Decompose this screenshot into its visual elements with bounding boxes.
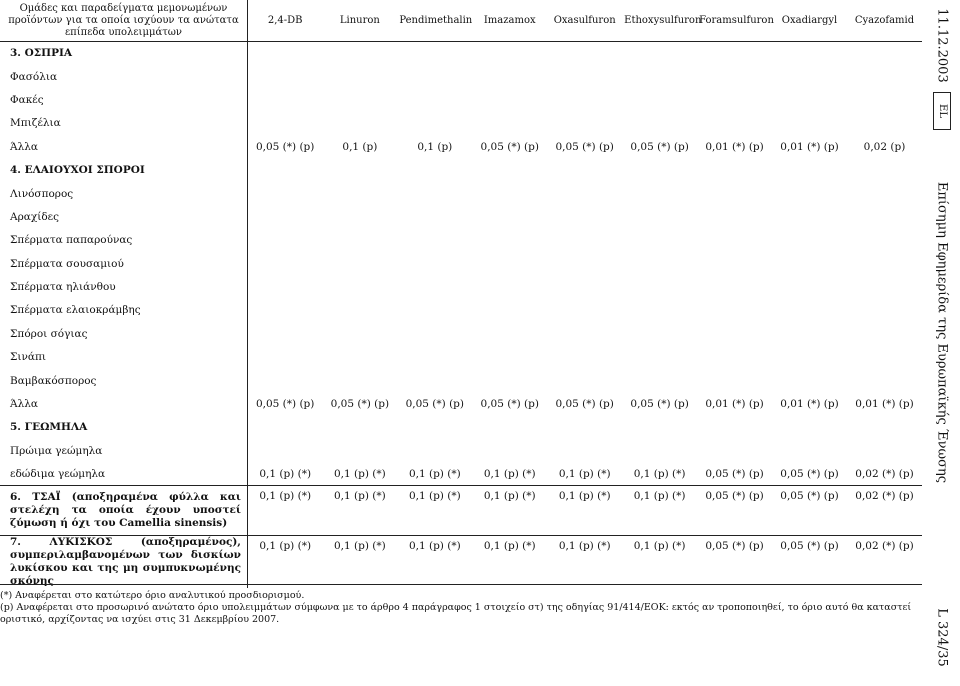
table-row <box>0 416 922 439</box>
mrl-value-cell <box>622 88 697 111</box>
mrl-value-cell <box>772 42 847 65</box>
mrl-value-cell: 0,05 (*) (p) <box>255 140 315 153</box>
mrl-value-cell: 0,02 (p) <box>863 140 906 153</box>
mrl-value-cell: 0,05 (*) (p) <box>630 398 689 411</box>
mrl-value-cell <box>247 229 322 252</box>
table-row <box>0 229 922 252</box>
table-row <box>0 42 922 65</box>
mrl-value-cell <box>322 322 397 345</box>
mrl-value-cell <box>247 112 322 135</box>
mrl-value-cell <box>247 65 322 88</box>
language-badge: EL <box>933 92 951 130</box>
mrl-value-cell <box>697 65 772 88</box>
mrl-value-cell <box>847 65 922 88</box>
mrl-value-cell <box>472 88 547 111</box>
mrl-value-cell <box>772 229 847 252</box>
mrl-value-cell: 0,05 (*) (p) <box>697 463 772 486</box>
mrl-value-cell <box>247 322 322 345</box>
mrl-value-cell <box>622 299 697 322</box>
row-label: 5. ΓΕΩΜΗΛΑ <box>0 416 247 439</box>
mrl-value-cell <box>772 65 847 88</box>
row-label: Άλλα <box>0 135 247 158</box>
mrl-value-cell <box>322 416 397 439</box>
mrl-value-cell <box>322 158 397 181</box>
mrl-value-cell: 0,02 (*) (p) <box>847 463 922 486</box>
mrl-value-cell <box>472 205 547 228</box>
mrl-value-cell: 0,02 (*) (p) <box>847 486 922 536</box>
mrl-value-cell <box>847 299 922 322</box>
mrl-value-cell <box>247 158 322 181</box>
mrl-value-cell: 0,1 (p) (*) <box>472 463 547 486</box>
mrl-value-cell: 0,1 (p) (*) <box>247 486 322 536</box>
mrl-value-cell <box>697 275 772 298</box>
mrl-value-cell <box>697 205 772 228</box>
row-label: Σπόροι σόγιας <box>0 322 247 345</box>
table-row <box>0 346 922 369</box>
mrl-value-cell: 0,1 (p) (*) <box>322 463 397 486</box>
row-label: Αραχίδες <box>0 205 247 228</box>
mrl-value-cell <box>547 299 622 322</box>
mrl-value-cell: 0,1 (p) (*) <box>247 463 322 486</box>
mrl-value-cell: 0,1 (p) (*) <box>397 463 472 486</box>
mrl-value-cell <box>772 182 847 205</box>
row-label: Σπέρματα ηλιάνθου <box>0 275 247 298</box>
mrl-value-cell <box>397 439 472 462</box>
mrl-value-cell: 0,1 (p) (*) <box>633 540 686 553</box>
footnote-lod: (*) Αναφέρεται στο κατώτερο όριο αναλυτικού προσδιορισμού. <box>0 590 305 601</box>
table-row <box>0 322 922 345</box>
mrl-value-cell <box>697 229 772 252</box>
mrl-value-cell <box>622 182 697 205</box>
mrl-value-cell <box>472 158 547 181</box>
mrl-value-cell <box>397 299 472 322</box>
mrl-value-cell <box>247 88 322 111</box>
mrl-value-cell <box>772 158 847 181</box>
mrl-value-cell <box>547 158 622 181</box>
table-row <box>0 463 922 486</box>
mrl-value-cell: 0,05 (*) (p) <box>705 540 764 553</box>
mrl-value-cell <box>697 252 772 275</box>
mrl-value-cell <box>697 42 772 65</box>
mrl-value-cell: 0,05 (*) (p) <box>555 398 614 411</box>
mrl-value-cell <box>397 205 472 228</box>
mrl-value-cell <box>772 439 847 462</box>
mrl-value-cell <box>547 65 622 88</box>
table-row <box>0 158 922 181</box>
mrl-value-cell: 0,05 (*) (p) <box>255 398 315 411</box>
mrl-value-cell <box>547 439 622 462</box>
mrl-value-cell <box>847 416 922 439</box>
mrl-value-cell <box>547 346 622 369</box>
mrl-value-cell: 0,1 (p) <box>342 140 378 153</box>
mrl-value-cell <box>322 299 397 322</box>
journal-title: Επίσημη Εφημερίδα της Ευρωπαϊκής Ένωσης <box>934 181 950 484</box>
mrl-value-cell <box>547 275 622 298</box>
mrl-value-cell <box>322 88 397 111</box>
mrl-value-cell <box>847 252 922 275</box>
mrl-value-cell <box>247 42 322 65</box>
mrl-value-cell <box>397 88 472 111</box>
mrl-value-cell <box>322 205 397 228</box>
mrl-value-cell <box>847 182 922 205</box>
mrl-value-cell: 0,1 (p) (*) <box>322 486 397 536</box>
table-row <box>0 112 922 135</box>
row-label: 3. ΟΣΠΡΙΑ <box>0 42 247 65</box>
mrl-value-cell <box>397 346 472 369</box>
mrl-value-cell <box>847 369 922 392</box>
mrl-value-cell <box>472 42 547 65</box>
mrl-value-cell <box>322 252 397 275</box>
mrl-value-cell: 0,05 (*) (p) <box>772 463 847 486</box>
mrl-value-cell <box>322 112 397 135</box>
mrl-value-cell: 0,05 (*) (p) <box>630 140 689 153</box>
mrl-value-cell: 0,05 (*) (p) <box>555 140 614 153</box>
mrl-value-cell: 0,01 (*) (p) <box>705 398 764 411</box>
column-header: Oxadiargyl <box>772 0 847 42</box>
mrl-value-cell <box>772 252 847 275</box>
mrl-value-cell <box>322 182 397 205</box>
mrl-value-cell <box>772 205 847 228</box>
mrl-value-cell <box>622 439 697 462</box>
mrl-value-cell <box>697 158 772 181</box>
mrl-value-cell: 0,05 (*) (p) <box>697 486 772 536</box>
mrl-value-cell: 0,01 (*) (p) <box>780 140 839 153</box>
mrl-value-cell <box>247 439 322 462</box>
mrl-value-cell <box>847 439 922 462</box>
mrl-value-cell <box>322 65 397 88</box>
table-row <box>0 299 922 322</box>
mrl-value-cell <box>547 88 622 111</box>
mrl-value-cell <box>622 229 697 252</box>
mrl-value-cell <box>847 158 922 181</box>
table-row <box>0 252 922 275</box>
column-header: Imazamox <box>472 0 547 42</box>
mrl-value-cell: 0,1 (p) (*) <box>558 540 611 553</box>
mrl-value-cell <box>772 299 847 322</box>
mrl-value-cell <box>247 252 322 275</box>
mrl-value-cell <box>472 439 547 462</box>
publication-date: 11.12.2003 <box>934 8 950 83</box>
column-header: Cyazofamid <box>847 0 922 42</box>
row-label: εδώδιμα γεώμηλα <box>0 463 247 486</box>
mrl-value-cell <box>547 416 622 439</box>
table-row <box>0 65 922 88</box>
mrl-value-cell <box>547 112 622 135</box>
mrl-value-cell <box>472 252 547 275</box>
mrl-value-cell <box>847 322 922 345</box>
row-label: 4. ΕΛΑΙΟΥΧΟΙ ΣΠΟΡΟΙ <box>0 158 247 181</box>
mrl-value-cell <box>397 369 472 392</box>
mrl-value-cell: 0,1 (p) (*) <box>622 463 697 486</box>
mrl-value-cell <box>322 369 397 392</box>
mrl-value-cell <box>847 205 922 228</box>
mrl-value-cell <box>397 322 472 345</box>
mrl-value-cell <box>622 252 697 275</box>
mrl-value-cell <box>622 112 697 135</box>
row-head-cell: Ομάδες και παραδείγματα μεμονωμένων προϊόντων για τα οποία ισχύουν τα ανώτατα επίπεδα υπολειμμάτων <box>0 0 247 42</box>
mrl-value-cell: 0,1 (p) (*) <box>483 540 536 553</box>
mrl-value-cell <box>847 112 922 135</box>
mrl-value-cell <box>772 88 847 111</box>
mrl-value-cell <box>472 65 547 88</box>
row-label: Σπέρματα ελαιοκράμβης <box>0 299 247 322</box>
mrl-value-cell: 0,05 (*) (p) <box>480 140 539 153</box>
mrl-value-cell: 0,1 (p) <box>417 140 453 153</box>
mrl-value-cell <box>397 112 472 135</box>
mrl-value-cell: 0,01 (*) (p) <box>705 140 764 153</box>
mrl-value-cell <box>547 229 622 252</box>
mrl-value-cell <box>397 182 472 205</box>
column-header: Ethoxysulfuron <box>622 0 697 42</box>
mrl-value-cell <box>847 42 922 65</box>
mrl-value-cell: 0,05 (*) (p) <box>780 540 839 553</box>
mrl-value-cell <box>472 416 547 439</box>
column-header: Oxasulfuron <box>547 0 622 42</box>
mrl-value-cell <box>397 416 472 439</box>
row-label: Σινάπι <box>0 346 247 369</box>
mrl-value-cell <box>697 439 772 462</box>
mrl-value-cell <box>472 322 547 345</box>
mrl-value-cell <box>472 112 547 135</box>
mrl-value-cell <box>397 252 472 275</box>
mrl-value-cell: 0,01 (*) (p) <box>780 398 839 411</box>
row-label: Φασόλια <box>0 65 247 88</box>
table-header-row <box>0 0 922 42</box>
right-margin <box>922 0 960 667</box>
mrl-value-cell <box>772 275 847 298</box>
mrl-value-cell <box>772 416 847 439</box>
mrl-value-cell: 0,1 (p) (*) <box>334 540 386 553</box>
table-body <box>0 42 922 589</box>
mrl-value-cell <box>322 275 397 298</box>
table-row <box>0 135 922 158</box>
mrl-value-cell <box>622 65 697 88</box>
mrl-value-cell: 0,1 (p) (*) <box>408 540 461 553</box>
mrl-value-cell <box>622 322 697 345</box>
mrl-value-cell <box>247 369 322 392</box>
mrl-value-cell: 0,02 (*) (p) <box>855 540 914 553</box>
mrl-value-cell <box>322 346 397 369</box>
mrl-value-cell <box>322 439 397 462</box>
row-label: 6. ΤΣΑΪ (αποξηραμένα φύλλα και στελέχη τα οποία έχουν υποστεί ζύμωση ή όχι του Camellia sinensis) <box>0 486 247 536</box>
table-row <box>0 275 922 298</box>
mrl-value-cell: 0,1 (p) (*) <box>547 463 622 486</box>
mrl-value-cell <box>772 369 847 392</box>
mrl-value-cell <box>697 346 772 369</box>
mrl-value-cell <box>472 229 547 252</box>
page-number: L 324/35 <box>934 608 950 667</box>
mrl-value-cell: 0,01 (*) (p) <box>855 398 914 411</box>
mrl-value-cell <box>772 112 847 135</box>
table-row <box>0 536 922 589</box>
mrl-value-cell <box>247 299 322 322</box>
footnote-provisional: (p) Αναφέρεται στο προσωρινό ανώτατο όριο υπολειμμάτων σύμφωνα με το άρθρο 4 παράγραφος 1 στοιχείο στ) της οδηγίας 91/414/ΕΟΚ: εκτός αν τροποποιηθεί, το όριο αυτό θα καταστεί οριστικό, αρχίζοντας να ισχύει στις 31 Δεκεμβρίου 2007. <box>0 602 912 625</box>
table-row <box>0 439 922 462</box>
mrl-value-cell <box>847 88 922 111</box>
mrl-value-cell <box>697 88 772 111</box>
column-header: Pendimethalin <box>397 0 472 42</box>
mrl-value-cell <box>247 416 322 439</box>
mrl-value-cell: 0,1 (p) (*) <box>622 486 697 536</box>
table-row <box>0 486 922 536</box>
mrl-value-cell: 0,05 (*) (p) <box>480 398 539 411</box>
row-label: Μπιζέλια <box>0 112 247 135</box>
mrl-value-cell <box>697 112 772 135</box>
mrl-value-cell <box>622 416 697 439</box>
mrl-value-cell <box>622 42 697 65</box>
row-label: Φακές <box>0 88 247 111</box>
mrl-value-cell <box>697 182 772 205</box>
mrl-value-cell <box>547 42 622 65</box>
column-header: Linuron <box>322 0 397 42</box>
mrl-value-cell <box>697 299 772 322</box>
column-header: 2,4-DB <box>247 0 322 42</box>
row-label: 7. ΛΥΚΙΣΚΟΣ (αποξηραμένος), συμπεριλαμβανομένων των δισκίων λυκίσκου και της μη συμπυκνωμένης σκόνης <box>0 536 247 589</box>
table-row <box>0 182 922 205</box>
mrl-value-cell <box>397 229 472 252</box>
mrl-value-cell <box>397 42 472 65</box>
mrl-value-cell <box>622 346 697 369</box>
mrl-value-cell <box>397 65 472 88</box>
mrl-value-cell: 0,05 (*) (p) <box>405 398 465 411</box>
mrl-value-cell <box>247 275 322 298</box>
table-row <box>0 392 922 415</box>
mrl-value-cell <box>847 275 922 298</box>
row-label: Σπέρματα σουσαμιού <box>0 252 247 275</box>
mrl-value-cell <box>772 346 847 369</box>
mrl-value-cell <box>622 158 697 181</box>
column-header: Foramsulfuron <box>697 0 772 42</box>
mrl-value-cell <box>547 205 622 228</box>
mrl-value-cell <box>697 369 772 392</box>
mrl-value-cell <box>247 205 322 228</box>
mrl-value-cell <box>547 369 622 392</box>
mrl-value-cell: 0,1 (p) (*) <box>259 540 312 553</box>
mrl-value-cell <box>322 229 397 252</box>
mrl-value-cell <box>247 346 322 369</box>
row-label: Άλλα <box>0 392 247 415</box>
mrl-value-cell: 0,1 (p) (*) <box>547 486 622 536</box>
row-label: Πρώιμα γεώμηλα <box>0 439 247 462</box>
footnote-divider <box>0 584 922 585</box>
row-label: Σπέρματα παπαρούνας <box>0 229 247 252</box>
mrl-value-cell <box>847 346 922 369</box>
mrl-value-cell <box>247 182 322 205</box>
mrl-value-cell: 0,05 (*) (p) <box>772 486 847 536</box>
mrl-value-cell <box>472 346 547 369</box>
mrl-value-cell <box>472 299 547 322</box>
mrl-value-cell <box>547 252 622 275</box>
table-row <box>0 369 922 392</box>
table-row <box>0 88 922 111</box>
table-row <box>0 205 922 228</box>
mrl-value-cell <box>397 158 472 181</box>
mrl-value-cell: 0,05 (*) (p) <box>330 398 390 411</box>
mrl-value-cell: 0,1 (p) (*) <box>397 486 472 536</box>
mrl-value-cell <box>472 275 547 298</box>
mrl-value-cell <box>547 182 622 205</box>
mrl-value-cell <box>397 275 472 298</box>
mrl-value-cell <box>847 229 922 252</box>
mrl-value-cell <box>622 369 697 392</box>
mrl-value-cell <box>472 182 547 205</box>
mrl-value-cell <box>322 42 397 65</box>
mrl-value-cell <box>697 416 772 439</box>
mrl-value-cell <box>622 275 697 298</box>
row-label: Βαμβακόσπορος <box>0 369 247 392</box>
mrl-value-cell <box>697 322 772 345</box>
mrl-value-cell <box>547 322 622 345</box>
mrl-value-cell <box>772 322 847 345</box>
mrl-value-cell <box>622 205 697 228</box>
mrl-value-cell <box>472 369 547 392</box>
mrl-value-cell: 0,1 (p) (*) <box>472 486 547 536</box>
row-label: Λινόσπορος <box>0 182 247 205</box>
